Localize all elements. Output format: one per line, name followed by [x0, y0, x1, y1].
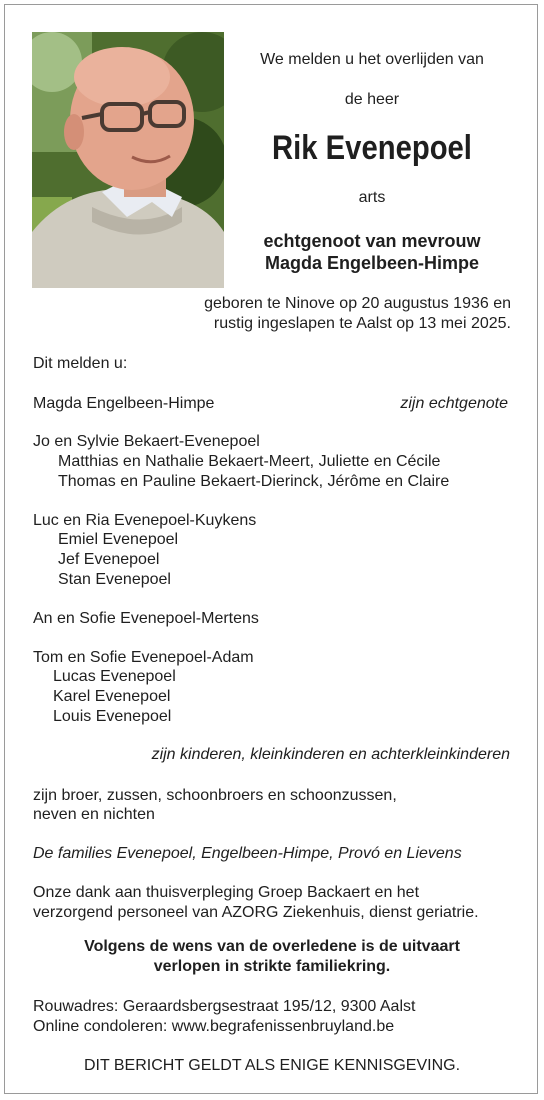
widow-role: zijn echtgenote	[400, 395, 508, 412]
siblings-line-2: neven en nichten	[33, 806, 155, 823]
family-head: Luc en Ria Evenepoel-Kuykens	[33, 512, 257, 529]
family-member: Lucas Evenepoel	[53, 668, 176, 685]
family-member: Emiel Evenepoel	[58, 531, 179, 548]
siblings-line-1: zijn broer, zussen, schoonbroers en schoonzussen,	[33, 787, 397, 804]
death-line: rustig ingeslapen te Aalst op 13 mei 2025.	[213, 315, 511, 332]
family-member: Stan Evenepoel	[58, 571, 171, 588]
thanks-line-2: verzorgend personeel van AZORG Ziekenhuis, dienst geriatrie.	[33, 904, 479, 921]
family-head: Tom en Sofie Evenepoel-Adam	[33, 649, 254, 666]
condolence-line: Online condoleren: www.begrafenissenbruyland.be	[33, 1018, 395, 1035]
family-member: Thomas en Pauline Bekaert-Dierinck, Jérôme en Claire	[58, 473, 450, 490]
spouse-line-1: echtgenoot van mevrouw	[263, 231, 481, 251]
spouse-line-2: Magda Engelbeen-Himpe	[264, 253, 480, 273]
funeral-line-1: Volgens de wens van de overledene is de uitvaart	[84, 938, 460, 955]
profession: arts	[358, 189, 386, 206]
portrait-photo	[32, 32, 224, 288]
funeral-line-2: verlopen in strikte familiekring.	[153, 958, 391, 975]
family-member: Jef Evenepoel	[58, 551, 160, 568]
intro-text: We melden u het overlijden van	[260, 51, 484, 68]
announce-text: Dit melden u:	[33, 355, 128, 372]
thanks-line-1: Onze dank aan thuisverpleging Groep Backaert en het	[33, 884, 420, 901]
families-line: De families Evenepoel, Engelbeen-Himpe, Provó en Lievens	[33, 845, 462, 862]
family-member: Matthias en Nathalie Bekaert-Meert, Juliette en Cécile	[58, 453, 441, 470]
family-head: An en Sofie Evenepoel-Mertens	[33, 610, 259, 627]
address-line: Rouwadres: Geraardsbergsestraat 195/12, 9300 Aalst	[33, 998, 416, 1015]
children-role: zijn kinderen, kleinkinderen en achterkleinkinderen	[151, 746, 510, 763]
notice-line: DIT BERICHT GELDT ALS ENIGE KENNISGEVING.	[83, 1057, 461, 1074]
family-member: Karel Evenepoel	[53, 688, 171, 705]
family-member: Louis Evenepoel	[53, 708, 172, 725]
title-prefix: de heer	[344, 91, 400, 108]
widow-name: Magda Engelbeen-Himpe	[33, 395, 215, 412]
deceased-name: Rik Evenepoel	[272, 129, 472, 167]
family-head: Jo en Sylvie Bekaert-Evenepoel	[33, 433, 260, 450]
birth-line: geboren te Ninove op 20 augustus 1936 en	[204, 295, 511, 312]
